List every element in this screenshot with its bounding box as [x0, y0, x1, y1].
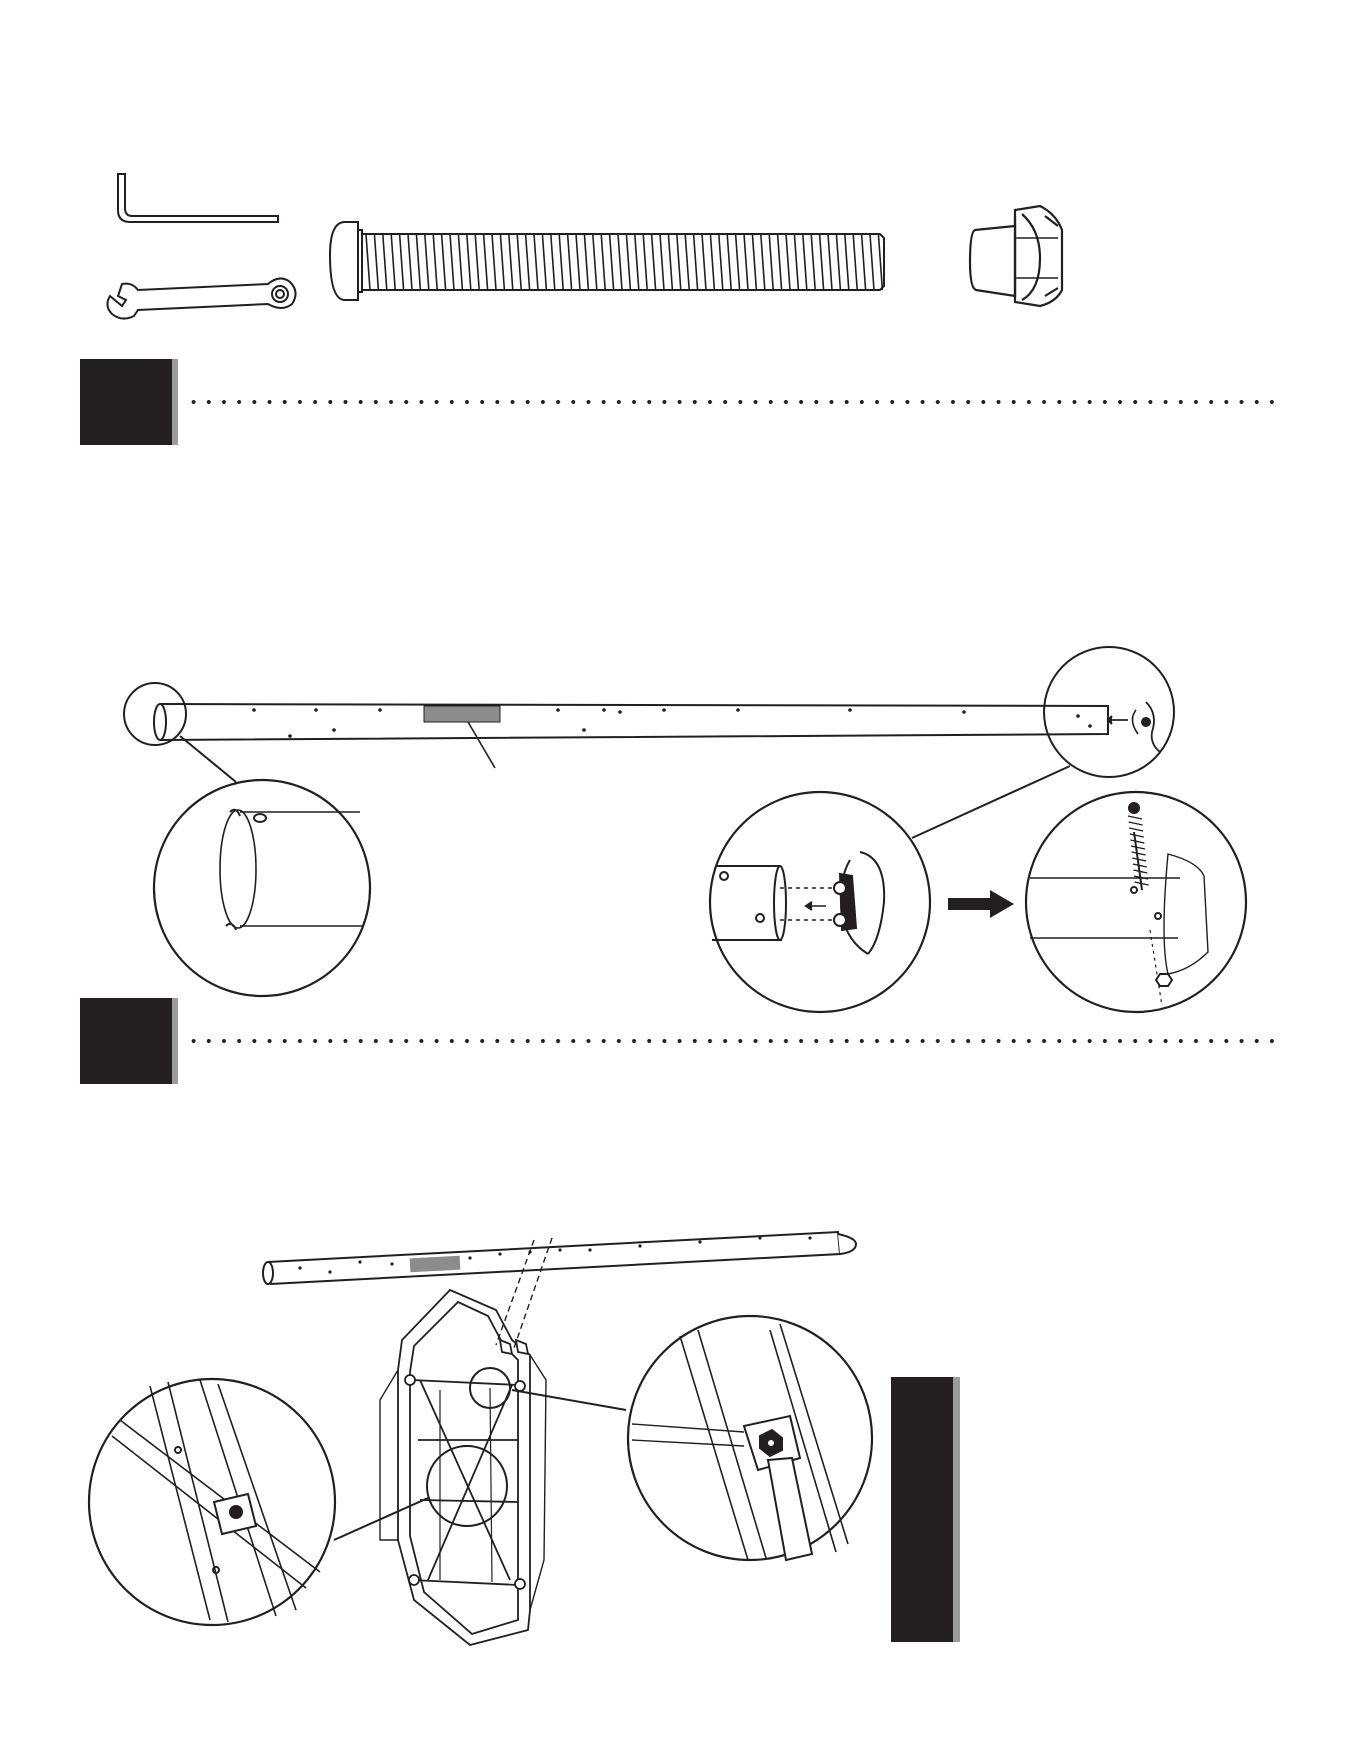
- cross-brace-detail: [89, 1379, 335, 1625]
- bolted-joint-detail: [628, 1316, 872, 1560]
- top-rail-pole-assembly: [263, 1232, 856, 1348]
- lock-nut-icon: [970, 206, 1062, 306]
- step-2-divider: [186, 1039, 1282, 1043]
- end-cap-small-icon: [1108, 702, 1160, 752]
- step-1-number-block: [80, 359, 172, 445]
- step-2-number-block: [80, 998, 172, 1084]
- end-cap-bolted-detail: [1026, 792, 1246, 1012]
- step-1-divider: [186, 400, 1282, 404]
- frame-structure: [380, 1290, 546, 1645]
- hex-key-icon: [118, 174, 278, 222]
- bolt-icon: [330, 222, 884, 300]
- pole-end-detail: [154, 780, 370, 996]
- hardware-row: [0, 0, 1361, 330]
- pole-label-patch: [424, 706, 500, 722]
- top-rail-pole: [154, 704, 1108, 768]
- end-cap-alignment-detail: [710, 792, 930, 1012]
- next-step-arrow-icon: [948, 890, 1014, 918]
- step-2-illustration: [0, 1140, 1361, 1760]
- section-side-tab: [891, 1377, 953, 1642]
- wrench-icon: [107, 278, 295, 318]
